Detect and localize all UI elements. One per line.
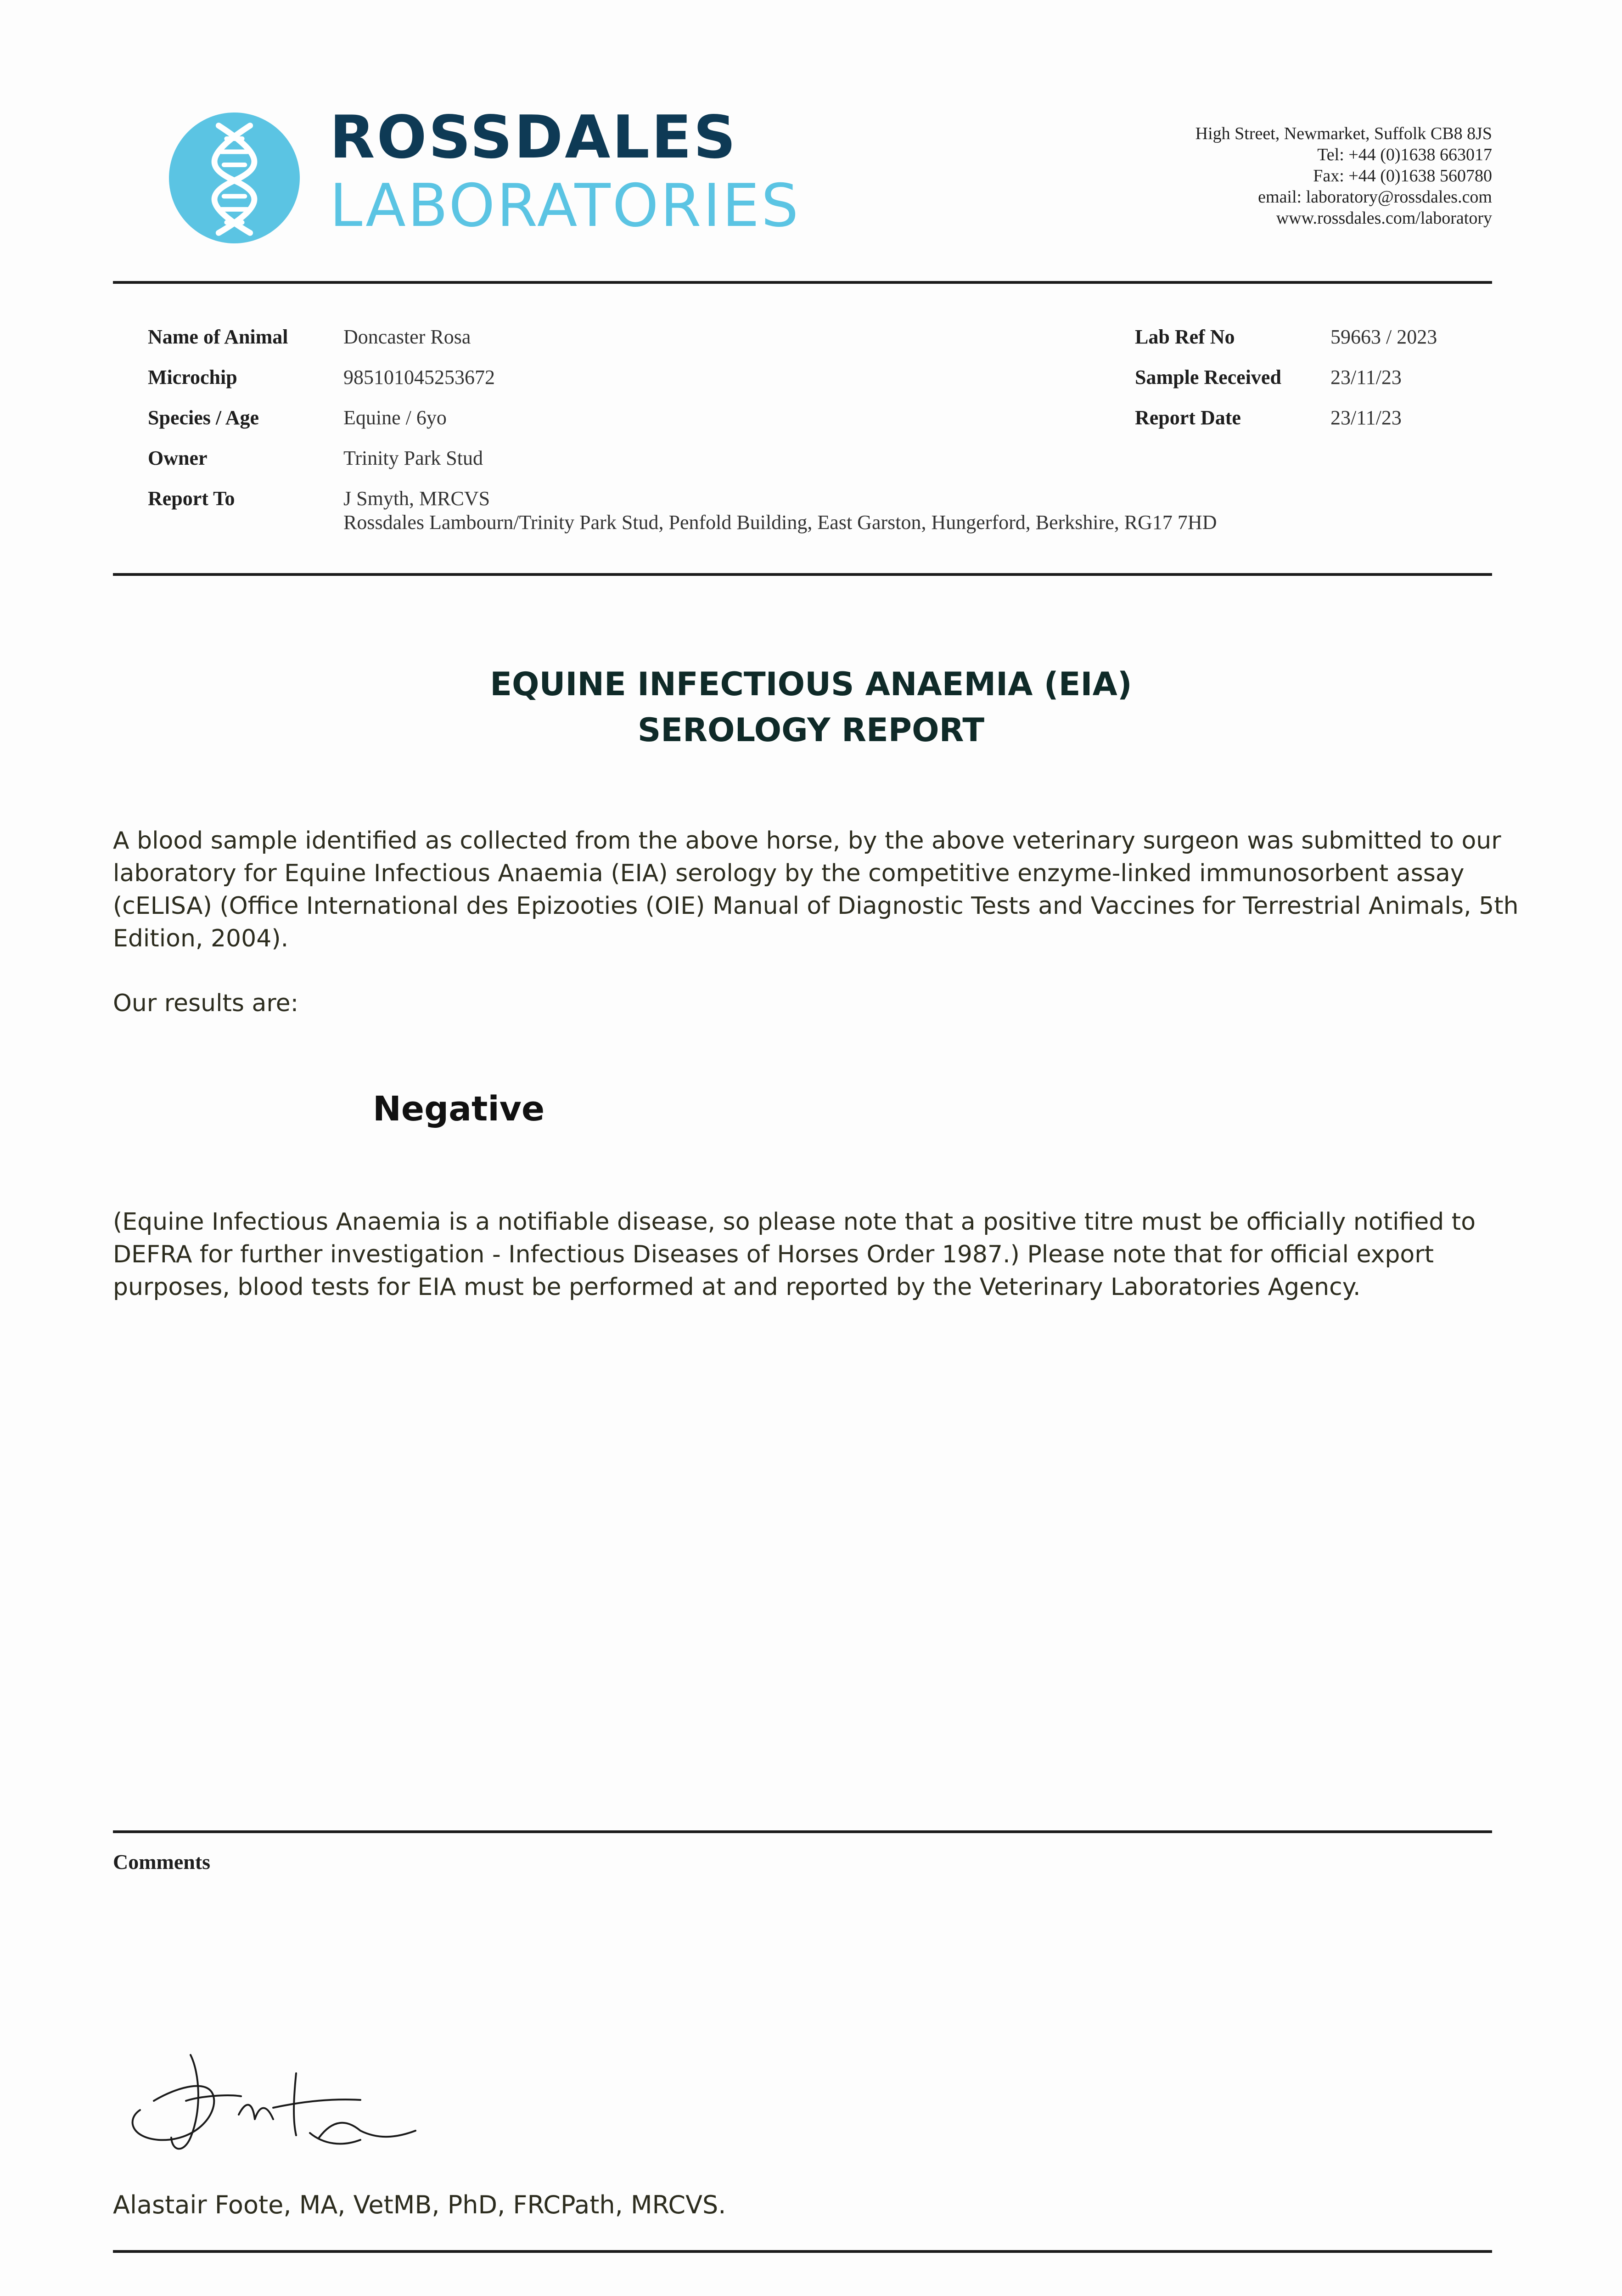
header-divider xyxy=(113,281,1492,284)
species-age-label: Species / Age xyxy=(148,406,259,429)
logo-wordmark-line2: LABORATORIES xyxy=(330,172,801,240)
note-line: (Equine Infectious Anaemia is a notifiable disease, so please note that a positive titre must be officially notified to xyxy=(113,1208,1476,1236)
animal-name-label: Name of Animal xyxy=(148,326,288,348)
sample-received-value: 23/11/23 xyxy=(1330,366,1402,388)
species-age-value: Equine / 6yo xyxy=(343,406,447,429)
report-date-label: Report Date xyxy=(1135,406,1241,429)
lab-address-block xyxy=(1195,123,1492,229)
report-title-line2: SEROLOGY REPORT xyxy=(637,711,985,749)
logo-wordmark-line1: ROSSDALES xyxy=(330,103,738,172)
info-divider xyxy=(113,573,1492,576)
lab-ref-label: Lab Ref No xyxy=(1135,326,1235,348)
address-email: email: laboratory@rossdales.com xyxy=(1258,187,1492,207)
results-intro: Our results are: xyxy=(113,990,299,1017)
footer-divider xyxy=(113,2250,1492,2253)
owner-value: Trinity Park Stud xyxy=(343,447,483,469)
address-website: www.rossdales.com/laboratory xyxy=(1276,208,1492,228)
intro-paragraph xyxy=(113,825,1519,955)
report-to-address: Rossdales Lambourn/Trinity Park Stud, Penfold Building, East Garston, Hungerford, Berkshire, RG17 7HD xyxy=(343,511,1217,534)
report-to-label: Report To xyxy=(148,487,235,510)
notifiable-disease-note xyxy=(113,1206,1495,1304)
lab-ref-value: 59663 / 2023 xyxy=(1330,326,1437,348)
owner-label: Owner xyxy=(148,447,208,469)
comments-label: Comments xyxy=(113,1850,211,1874)
intro-line: laboratory for Equine Infectious Anaemia (EIA) serology by the competitive enzyme-linked immunosorbent assay xyxy=(113,860,1465,887)
report-date-value: 23/11/23 xyxy=(1330,406,1402,429)
note-line: purposes, blood tests for EIA must be performed at and reported by the Veterinary Laboratories Agency. xyxy=(113,1273,1361,1301)
intro-line: Edition, 2004). xyxy=(113,925,289,952)
signatory-name: Alastair Foote, MA, VetMB, PhD, FRCPath, MRCVS. xyxy=(113,2190,726,2219)
microchip-label: Microchip xyxy=(148,366,237,388)
handwritten-signature xyxy=(122,2046,471,2161)
note-line: DEFRA for further investigation - Infectious Diseases of Horses Order 1987.) Please note that for official export xyxy=(113,1241,1434,1268)
report-title-line1: EQUINE INFECTIOUS ANAEMIA (EIA) xyxy=(490,665,1132,703)
animal-name-value: Doncaster Rosa xyxy=(343,326,471,348)
report-to-name: J Smyth, MRCVS xyxy=(343,487,490,510)
dna-helix-icon xyxy=(169,113,300,243)
sample-received-label: Sample Received xyxy=(1135,366,1281,388)
comments-divider xyxy=(113,1830,1492,1833)
intro-line: (cELISA) (Office International des Epizooties (OIE) Manual of Diagnostic Tests and Vaccines for Terrestrial Animals, 5th xyxy=(113,892,1519,920)
address-phone: Tel: +44 (0)1638 663017 xyxy=(1317,145,1492,164)
address-fax: Fax: +44 (0)1638 560780 xyxy=(1313,166,1492,186)
address-line: High Street, Newmarket, Suffolk CB8 8JS xyxy=(1195,124,1492,143)
intro-line: A blood sample identified as collected from the above horse, by the above veterinary surgeon was submitted to our xyxy=(113,827,1501,855)
test-result: Negative xyxy=(373,1089,545,1129)
microchip-value: 985101045253672 xyxy=(343,366,495,388)
